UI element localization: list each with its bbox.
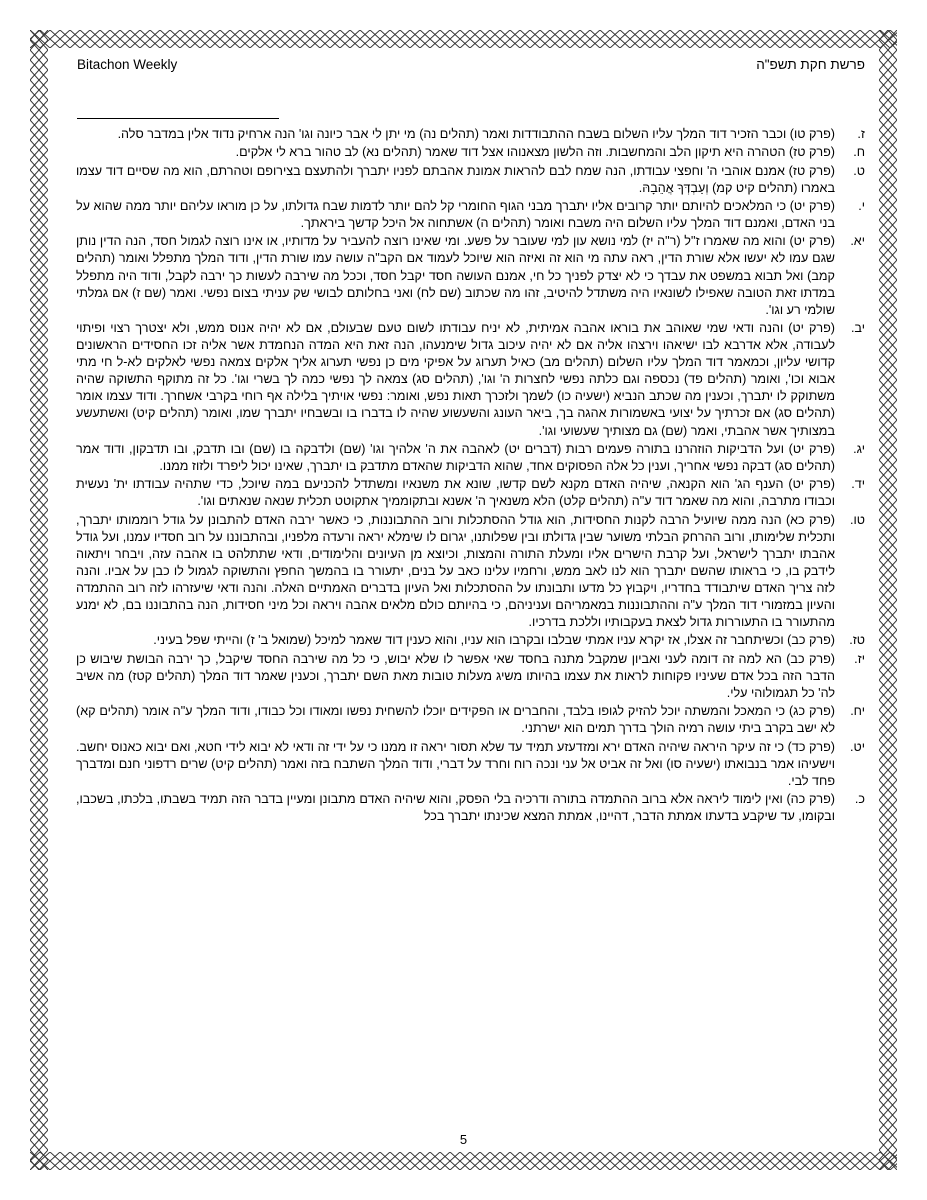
footnote-text: (פרק כב) וכשיתחבר זה אצלו, אז יקרא עניו אמתי שבלבו ובקרבו הוא עניו, והוא כענין דוד שאמר למיכל (שמואל ב' ז) והייתי שפל בעיני.	[153, 633, 835, 648]
footnote-text: (פרק כד) כי זה עיקר היראה שיהיה האדם ירא ומזדעזע תמיד עד שלא תסור יראה זו ממנו כי על ידי זה ודאי לא יבוא לידי חטא, ואם יבוא כאנוס יחשב. וישעיהו אמר בנבואתו (ישעיה סו) ואל זה אביט אל עני ונכה רוח וחרד על דברי, ודוד המלך השתבח בזה ואמר (תהלים קיט) שרים רדפוני חנם ומדברך פחד לבי.	[76, 739, 835, 788]
footnote-number: יב.	[850, 320, 865, 335]
footnote-item	[76, 163, 869, 197]
page-border-right	[879, 30, 897, 1170]
footnote-number: יז.	[854, 651, 865, 666]
footnote-item	[76, 198, 869, 232]
footnote-item	[76, 651, 869, 702]
footnote-number: טז.	[849, 633, 865, 648]
footnote-text: (פרק כא) הנה ממה שיועיל הרבה לקנות החסידות, הוא גודל ההסתכלות ורוב ההתבוננות, כי כאשר ירבה האדם להתבונן על גודל רוממותו יתברך, ותכלית שלימותו, ורוב ההרחק הבלתי משוער שבין גדולתו ובין שפלותנו, יגרום לו שימלא יראה ורעדה מלפניו, ובהתבוננו על רוב חסדיו עמנו, ועל גודל אהבתו יתברך לישראל, ועל קרבת הישרים אליו ומעלת התורה והמצות, וכיוצא מן העיונים והלימודים, ודאי שתתלהט בו אהבה עזה, ויבחר ויתאוה לידבק בו, כי בראותו שהשם יתברך הוא לנו לאב ממש, ורחמיו עלינו כאב על בנים, יתעורר בו בהמשך החפץ והתשוקה לגמול לו כבן על אביו. והנה לזה צריך האדם שיתבודד בחדריו, ויקבוץ כל מדעו ותבונתו על ההסתכלות ואל העיון בדברים האמתיים האלה. והנה ודאי שיעזרהו לזה רוב ההתמדה והעיון במזמורי דוד המלך ע"ה וההתבוננות במאמריהם ועניניהם, כי בהיותם כולם מלאים אהבה ויראה וכל מיני חסידות, הנה בהתבוננו בם, לא ימנע מהתעורר בו התעוררות גדול לצאת בעקבותיו וללכת בדרכיו.	[76, 512, 835, 630]
running-header	[77, 57, 865, 79]
footnote-text: (פרק טז) הטהרה היא תיקון הלב והמחשבות. וזה הלשון מצאנוהו אצל דוד שאמר (תהלים נא) לב טהור ברא לי אלקים.	[235, 145, 835, 160]
footnote-number: יט.	[850, 739, 865, 754]
footnote-item	[76, 739, 869, 790]
page	[62, 52, 865, 1152]
footnote-number: יג.	[853, 441, 865, 456]
footnote-number: ז.	[857, 127, 865, 141]
footnote-item	[76, 703, 869, 737]
footnote-separator	[77, 118, 279, 119]
footnote-number: ח.	[853, 145, 865, 160]
footnotes-list	[76, 126, 869, 826]
publication-name: Bitachon Weekly	[77, 57, 178, 72]
footnote-number: יח.	[850, 704, 865, 719]
parsha-title: פרשת חקת תשפ"ה	[756, 57, 865, 72]
footnote-item	[76, 791, 869, 825]
footnote-item	[76, 144, 869, 161]
footnote-item	[76, 441, 869, 475]
footnote-number: טו.	[850, 512, 865, 527]
footnote-number: כ.	[854, 792, 865, 806]
footnote-text: (פרק יט) ועל הדביקות הוזהרנו בתורה פעמים רבות (דברים יט) לאהבה את ה' אלהיך וגו' (שם) ולדבקה בו (שם) ובו תדבק, ובו תדבקון, ודוד אמר (תהלים סג) דבקה נפשי אחריך, וענין כל אלה הפסוקים אחד, שהוא הדביקות שהאדם מתדבק בו יתברך, שאינו יכול ליפרד ולזוז ממנו.	[76, 441, 835, 473]
footnote-text: (פרק כה) ואין לימוד ליראה אלא ברוב ההתמדה בתורה ודרכיה בלי הפסק, והוא שיהיה האדם מתבונן ומעיין בדבר הזה תמיד בשבתו, בלכתו, בשכבו, ובקומו, עד שיקבע בדעתו אמתת הדבר, דהיינו, אמתת המצא שכינתו יתברך בכל	[76, 792, 835, 824]
page-number: 5	[459, 1132, 468, 1147]
footnote-text: (פרק יט) הענף הג' הוא הקנאה, שיהיה האדם מקנא לשם קדשו, שונא את משנאיו ומשתדל להכניעם במה שיוכל, כדי שתהיה עבודתו ית' נעשית וכבודו מתרבה, והוא מה שאמר דוד ע"ה (תהלים קלט) הלא משנאיך ה' אשנא ובתקוממיך אתקוטט תכלית שנאה שנאתים וגו'.	[76, 477, 835, 509]
footnote-item	[76, 233, 869, 318]
footnote-number: יא.	[850, 234, 865, 249]
footnote-item	[76, 476, 869, 510]
footnote-text: (פרק טו) וכבר הזכיר דוד המלך עליו השלום בשבח ההתבודדות ואמר (תהלים נה) מי יתן לי אבר כיונה וגו' הנה ארחיק נדוד אלין במדבר סלה.	[117, 127, 835, 141]
footnote-text: (פרק טז) אמנם אוהבי ה' וחפצי עבודתו, הנה שמח לבם להראות אמונת אהבתם לפניו יתברך ולהתעצם בצירופם וטהרתם, הוא מה שסיים דוד עצמו באמרו (תהלים קיט קמ) וְעַבְדְּךָ אֲהֵבָהּ.	[76, 163, 835, 195]
footnote-number: יד.	[851, 477, 865, 492]
page-border-bottom	[30, 1152, 897, 1170]
footnote-number: ט.	[853, 163, 865, 178]
footnote-item	[76, 320, 869, 440]
footnote-item	[76, 126, 869, 143]
footnote-text: (פרק יט) והוא מה שאמרו ז"ל (ר"ה יז) למי נושא עון למי שעובר על פשע. ומי שאינו רוצה להעביר על מדותיו, או אינו רוצה לגמול חסד, הנה הדין נותן שגם עמו לא יעשו אלא שורת הדין, ראה עתה מי הוא זה ואיזה הוא שיוכל לעמוד אם הקב"ה עושה עמו שורת הדין, ודוד המלך מתפלל ואומר (תהלים קמב) ואל תבוא במשפט את עבדך כי לא יצדק לפניך כל חי, אמנם העושה חסד יקבל חסד, וככל מה שירבה לעשות כך ירבה לקבל, ודוד היה מתפלל במדתו זאת הטובה שאפילו לשונאיו היה משתדל להיטיב, זהו מה שכתוב (שם לח) ואני בחלותם לבושי שק עניתי בצום נפשי. ואמר (שם ז) אם גמלתי שולמי רע וגו'.	[76, 234, 835, 317]
footnote-text: (פרק יט) והנה ודאי שמי שאוהב את בוראו אהבה אמיתית, לא יניח עבודתו לשום טעם שבעולם, אם לא יהיה אנוס ממש, ולא יצטרך רצוי ופיתוי לעבודה, אלא אדרבא לבו ישיאהו וירצהו אליה אם לא יהיה עיכוב גדול שימנעהו, הנה זאת היא המדה הנחמדת אשר אליה זכו החסידים הראשונים קדושי עליון, וכמאמר דוד המלך עליו השלום (תהלים מב) כאיל תערוג על אפיקי מים כן נפשי תערוג אליך אלקים צמאה נפשי לאלקים לא-ל חי מתי אבוא וכו', ואומר (תהלים פד) נכספה וגם כלתה נפשי לחצרות ה' וגו', (תהלים סג) צמאה לך נפשי כמה לך בשרי וגו'. כל זה מתוקף התשוקה שהיה משתוקק לו יתברך, וכענין מה שכתב הנביא (ישעיה כו) לשמך ולזכרך תאות נפש, ואומר: נפשי אויתיך בלילה אף רוחי בקרבי אשחרך. ודוד עצמו אומר (תהלים סג) אם זכרתיך על יצועי באשמורות אהגה בך, ביאר העונג והשעשוע שהיה לו בדברו בו ובשבחיו יתברך שמו, ואומר (תהלים קיט) ואשתעשע במצותיך אשר אהבתי, ואמר (שם) גם מצותיך שעשועי וגו'.	[76, 320, 835, 438]
footnote-number: י.	[858, 198, 865, 213]
page-border-left	[30, 30, 48, 1170]
page-border-top	[30, 30, 897, 48]
footnote-text: (פרק יט) כי המלאכים להיותם יותר קרובים אליו יתברך מבני הגוף החומרי קל להם יותר לדמות שבח גדולתו, על כן מוראו עליהם יותר ממה שהוא על בני האדם, ואמנם דוד המלך עליו השלום היה משבח ואומר (תהלים ה) אשתחוה אל היכל קדשך ביראתך.	[76, 198, 835, 231]
footnote-text: (פרק כב) הא למה זה דומה לעני ואביון שמקבל מתנה בחסד שאי אפשר לו שלא יבוש, כי כל מה שירבה החסד שיקבל, כך ירבה הבושת שיבוש כן הדבר הזה בכל אדם שעיניו פקוחות לראות את עצמו בהיותו משיג מעלות טובות מאת השם יתברך, וכענין שאמר דוד המלך (תהלים קטז) מה אשיב לה' כל תגמולוהי עלי.	[76, 651, 835, 700]
footnote-item	[76, 632, 869, 649]
footnote-item	[76, 512, 869, 632]
footnote-text: (פרק כג) כי המאכל והמשתה יוכל להזיק לגופו בלבד, והחברים או הפקידים יוכלו להשחית נפשו ומאודו וכל כבודו, ודוד המלך ע"ה אומר (תהלים קא) לא ישב בקרב ביתי עושה רמיה הולך בדרך תמים הוא ישרתני.	[76, 704, 835, 736]
